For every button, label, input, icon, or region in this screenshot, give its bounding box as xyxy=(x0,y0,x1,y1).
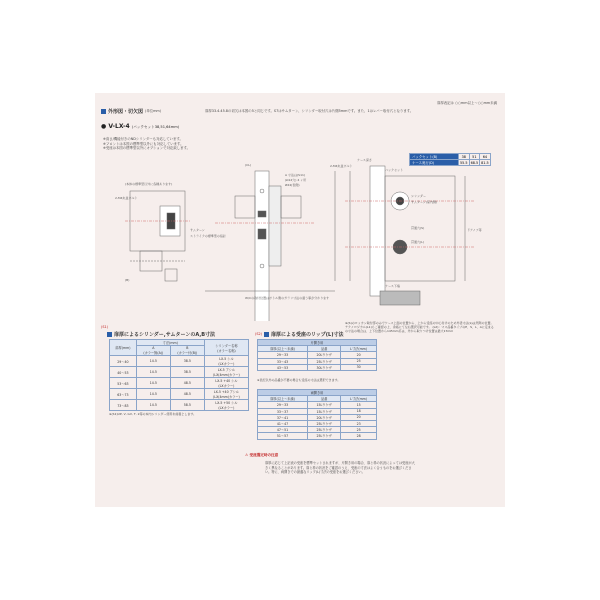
cylinder-table-title: (S1) xyxy=(101,325,108,329)
right-notes: ※(S)のロッカン取付部のみでケース上面の位置から、上から受座の中心付けのため外径寸法(L)は実際の位置。 テクノロジカル(L1)もご確認の上、余裕にて左右選択可能です。 (L2)：マス品番タイプのE、S、L、Aに定まるの寸法の場合は、上下位置から145mm迄は、外から取りつけ位置は最大17mm xyxy=(345,321,494,333)
cell-l: 25 xyxy=(341,427,377,433)
cell-l: 20 xyxy=(341,352,377,358)
section-square-icon xyxy=(107,332,112,337)
double-title: 両開き用 xyxy=(258,390,377,396)
table-row xyxy=(258,433,377,439)
cell-thickness: 37～41 xyxy=(258,414,308,420)
dim-label: ストライクの標準型の指針 xyxy=(190,234,226,238)
dim-label: 2-M4丸皿ボルト xyxy=(330,164,353,168)
cell-l: 15 xyxy=(341,402,377,408)
cell-name: LX-5 アシル (LX(4mm)カラー) xyxy=(204,367,248,378)
warning-icon: ⚠ xyxy=(245,453,249,457)
cell-l: 20 xyxy=(341,414,377,420)
table-row xyxy=(110,356,249,367)
cell-b: 38.5 xyxy=(170,356,204,367)
cell-name: LX-5 +50 シル (LXカラー) xyxy=(204,400,248,411)
cell-code: 25Lウケザ xyxy=(308,358,341,364)
table-cell: 51 xyxy=(469,154,480,160)
header-l: L寸法(mm) xyxy=(341,396,377,402)
dim-label: ケース深さ xyxy=(357,158,372,162)
warning-text: 扉厚に応じて上記表の受座を標準セットされますが、片開き用の場合、扉と枠の状況によっては受座が大きく異なることがあります。扉と枠の状況をご確認のうえ、受座の寸法はよく合うものをお選びください。特に、両開きでの最適なリップ(L)寸法の受座をお選びください。 xyxy=(265,461,415,475)
cell-b: 58.5 xyxy=(170,400,204,411)
cell-a: 14.5 xyxy=(136,400,170,411)
table-row xyxy=(110,367,249,378)
lip-table-heading: (S2) 扉厚による受座のリップ(L)寸法 xyxy=(255,332,344,338)
table-row xyxy=(258,364,377,370)
dim-label: Ø24(表側) xyxy=(285,183,300,187)
cell-l: 30 xyxy=(341,364,377,370)
dim-label: 貫通穴(L) xyxy=(411,240,425,244)
header-code: 品番 xyxy=(308,396,341,402)
cell-thickness: 73～83 xyxy=(110,400,137,411)
table-cell: 38 xyxy=(459,154,470,160)
table-row xyxy=(110,389,249,400)
lip-single-note: ※表記以外の品番が不要の場合も受座の寸法は選択できます。 xyxy=(257,378,341,382)
cell-thickness: 63～73 xyxy=(110,389,137,400)
cell-a: 14.5 xyxy=(136,389,170,400)
dim-label: ドアノブ等 xyxy=(467,228,482,232)
cell-code: 25Lウケザ xyxy=(308,433,341,439)
bullet-note: ※高さ/機能付きのNDシリンダーも対応しています。 xyxy=(103,137,183,141)
cell-thickness: 40～53 xyxy=(110,367,137,378)
cell-name: LX-5 +40 シル (LXカラー) xyxy=(204,378,248,389)
cell-thickness: 29～33 xyxy=(258,402,308,408)
cell-code: 20Lウケザ xyxy=(308,352,341,358)
header-thickness: 扉厚(mm) xyxy=(110,340,137,356)
cell-code: 20Lウケザ xyxy=(308,414,341,420)
lip-table-double xyxy=(257,389,377,440)
header-b: B (カラー付(B)) xyxy=(170,346,204,356)
technical-drawing xyxy=(95,151,505,321)
cell-thickness: 47～51 xyxy=(258,427,308,433)
dim-label: (Ω12穴) 4 ヶ所 xyxy=(285,178,307,182)
cell-l: 25 xyxy=(341,358,377,364)
table-row xyxy=(110,378,249,389)
dim-label: A 寸法は(S11) xyxy=(285,173,306,177)
warning-title: ⚠ 受座選定時の注意 xyxy=(245,453,279,457)
dim-label: ケース下端 xyxy=(385,284,400,288)
header-l: L寸法(mm) xyxy=(341,346,377,352)
section-square-icon xyxy=(101,109,106,114)
cell-thickness: 33～37 xyxy=(258,408,308,414)
cell-l: 18 xyxy=(341,408,377,414)
section-square-icon xyxy=(264,332,269,337)
header-code: 品番 xyxy=(308,346,341,352)
cell-thickness: 43～53 xyxy=(258,364,308,370)
cell-code: 25Lウケザ xyxy=(308,427,341,433)
cell-code: 15Lウケザ xyxy=(308,402,341,408)
cell-code: 15Lウケザ xyxy=(308,408,341,414)
cell-l: 23 xyxy=(341,420,377,426)
cell-code: 30Lウケザ xyxy=(308,364,341,370)
dim-label: サムターン xyxy=(190,228,205,232)
dim-label: (本体の標準型以外に各種あります) xyxy=(125,182,173,186)
table-cell: 68.5 xyxy=(470,160,479,165)
dim-label: (CL) xyxy=(245,163,252,167)
cell-b: 48.5 xyxy=(170,378,204,389)
diamond-icon: ● xyxy=(101,123,109,130)
dim-label: (B) xyxy=(125,278,130,282)
cell-thickness: 53～63 xyxy=(110,378,137,389)
dim-label: バックセット xyxy=(385,168,404,172)
section-title: 外形図・切欠図 (単位mm) xyxy=(101,108,161,115)
cell-b: 38.5 xyxy=(170,367,204,378)
cell-a: 14.5 xyxy=(136,367,170,378)
bullet-note: ※受座は本図の標準型以外にオプションで対応致します。 xyxy=(103,146,191,151)
cell-b: 48.5 xyxy=(170,389,204,400)
section-note: 扉厚33.4.45.8の切欠は本図の5と同じです。S7はサムターン、シリンダー取付穴は片側5mmです。また、1はレバー取付穴となります。 xyxy=(205,109,414,113)
cell-thickness: 29～40 xyxy=(110,356,137,367)
header-a: A (カラー無(A)) xyxy=(136,346,170,356)
case-depth-label: ケース奥行(D) xyxy=(410,160,459,166)
lip-table-single xyxy=(257,339,377,371)
header-name: シリンダー名称 (カラー名称) xyxy=(204,340,248,356)
catalog-sheet xyxy=(95,93,505,507)
cylinder-table-heading: 扉厚によるシリンダー,サムターンのA,B寸法 xyxy=(107,331,215,338)
dim-label: 2-M4丸皿ボルト xyxy=(115,196,138,200)
thickness-note: 扉厚表記は ○○mm以上～○○mm未満 xyxy=(436,101,497,105)
cell-name: LX-5 シル (LXカラー) xyxy=(204,356,248,367)
table-row xyxy=(110,400,249,411)
table-cell: 81.5 xyxy=(481,160,489,165)
backset-label: バックセット(B) xyxy=(410,154,459,160)
cylinder-footnote: ※(S1)UP, V, GV, T, 2等の本内シリンダー使用を前提とします。 xyxy=(109,412,197,416)
cell-code: 25Lウケザ xyxy=(308,420,341,426)
cylinder-table xyxy=(109,339,249,411)
cell-thickness: 51～57 xyxy=(258,433,308,439)
cell-thickness: 41～47 xyxy=(258,420,308,426)
cell-thickness: 33～43 xyxy=(258,358,308,364)
cell-thickness: 29～33 xyxy=(258,352,308,358)
cell-name: LX-5 +40 アシル (LX(4mm)カラー) xyxy=(204,389,248,400)
table-cell: 64 xyxy=(480,154,491,160)
header-thickness: 扉厚(以上～未満) xyxy=(258,396,308,402)
cell-a: 14.5 xyxy=(136,356,170,367)
header-group: 寸法(mm) xyxy=(136,340,204,346)
cell-l: 28 xyxy=(341,433,377,439)
dim-label: サムターン(室内側) xyxy=(411,200,438,204)
table-cell: 55.5 xyxy=(460,160,468,165)
bullet-notes xyxy=(103,137,303,151)
model-title: ● V-LX-4 (バックセット38,51,64mm) xyxy=(101,123,180,130)
bullet-note: ※フロントは本図の標準型以外にも対応しています。 xyxy=(103,141,184,146)
dim-label: W/Cの取付位置はボトル側のガラリ寸法の違う事が分かります xyxy=(245,296,330,300)
cell-a: 14.5 xyxy=(136,378,170,389)
dim-label: 貫通穴(S) xyxy=(411,226,425,230)
dim-label: シリンダー xyxy=(411,194,426,198)
single-title: 片開き用 xyxy=(258,340,377,346)
header-thickness: 扉厚(以上～未満) xyxy=(258,346,308,352)
